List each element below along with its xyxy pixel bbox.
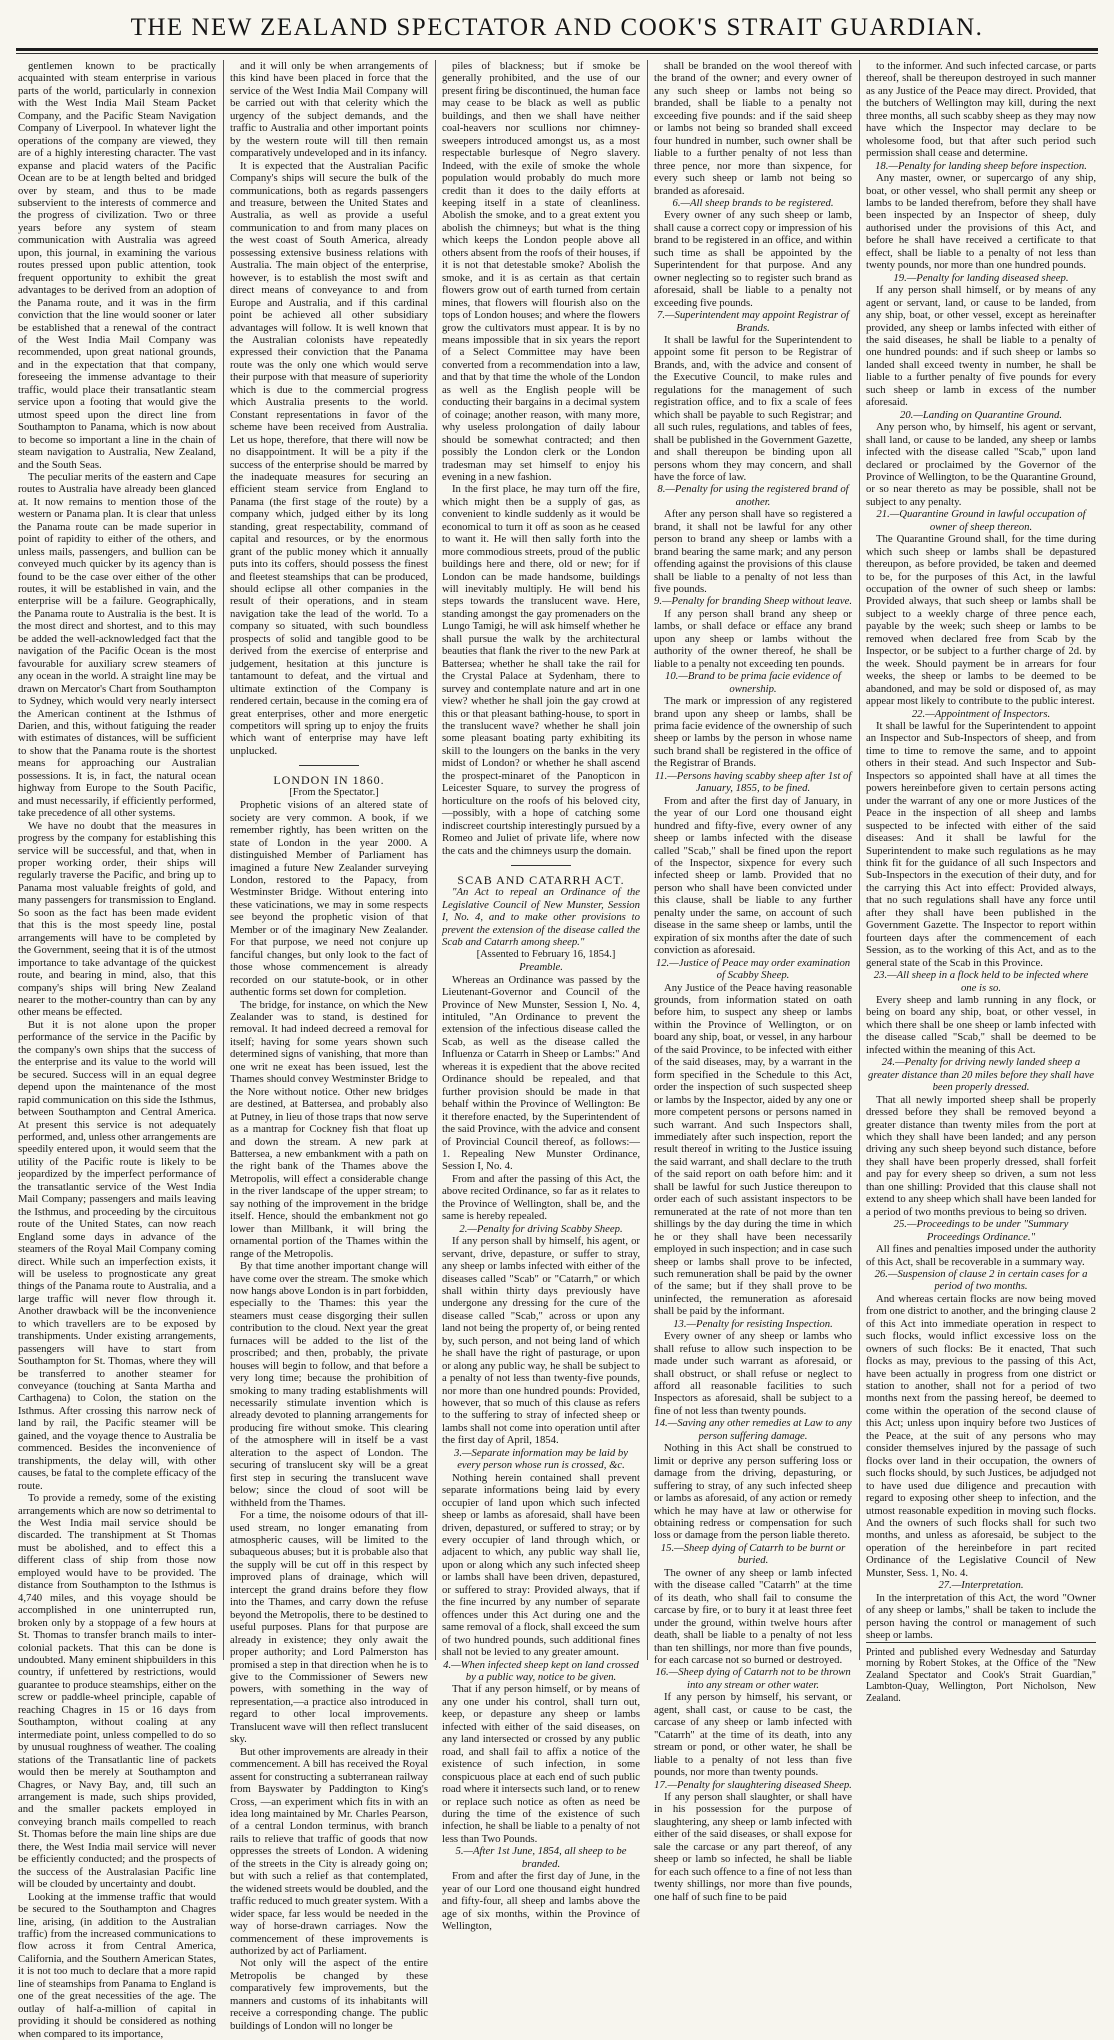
clause-heading: 13.—Penalty for resisting Inspection. <box>673 1317 833 1330</box>
section-divider <box>299 765 359 766</box>
section-heading-act: SCAB AND CATARRH ACT. <box>457 873 625 887</box>
clause-heading: 5.—After 1st June, 1854, all sheep to be branded. <box>455 1845 627 1870</box>
clause-text: shall be branded on the wool thereof with the brand of the owner; and every owner of any such sheep or lambs not being so branded, shall be liable to a penalty not exceeding five pounds: and if the said sheep or lambs not being so branded shall exceed four hundred in number, such owner shall be liable to a further penalty of not less than three pence, nor more than sixpence, for every such sheep or lamb not being so branded as aforesaid. <box>654 60 852 197</box>
column-1 <box>18 60 216 2040</box>
clause-text: It shall be lawful for the Superintendent to appoint an Inspector and Sub-Inspectors of sheep, and from time to time to remove the same, and to appoint others in their stead. And such Inspector and Sub-Inspectors so appointed shall have at all times the powers hereinbefore given to certain persons acting under the warrant of any one or more Justices of the Peace in the inspection of all sheep and lambs suspected to be infected with either of the said diseases: And it shall be lawful for the Superintendent to make such regulations as he may think fit for the guidance of all such Inspectors and Sub-Inspectors in the execution of their duty, and for the carrying this Act into effect: Provided always, that no such regulations shall have any force until after they shall have been published in the Government Gazette. The Inspector to report within fourteen days after the commencement of each Session, as to the working of this Act, and as to the general state of the Scab in this Province. <box>866 720 1096 969</box>
article-paragraph: It is expected that the Australian Pacific Company's ships will secure the bulk of the communications, both as regards passengers and treasure, between the United States and Australia, as well as provide a useful communication to and from many places on the west coast of South America, already possessing extensive business relations with Australia. The main object of the enterprise, however, is to establish the most swift and direct means of conveyance to and from Europe and Australia, and if this cardinal point be achieved all other subsidiary advantages will follow. It is well known that the Australian colonists have repeatedly expressed their conviction that the Panama route was the only one which would serve their purpose with that measure of superiority which is due to the commercial progress which Australia presents to the world. Constant representations in favor of the scheme have been received from Australia. Let us hope, therefore, that there will now be no disappointment. It will be a pity if the success of the enterprise should be marred by the inadequate measures for securing an efficient steam service from England to Panama (the first stage of the route) by a company which, judged either by its long standing, great respectability, command of capital and resources, or by the enormous grant of the public money which it annually puts into its coffers, should possess the finest and fleetest steamships that can be produced, should eclipse all other companies in the result of their operations, and in steam navigation take the lead of the world. To a company so situated, with such boundless prospects of solid and tangible good to be derived from the exercise of enterprise and judgement, hesitation at this juncture is tantamount to defeat, and the virtual and ultimate extinction of the Company is rendered certain, because in the coming era of great enterprises, other and more energetic competitors will spring up to enjoy the fruits which want of enterprise may have left unplucked. <box>230 159 428 757</box>
clause-text: Every owner of any sheep or lambs who shall refuse to allow such inspection to be made under such warrant as aforesaid, or shall obstruct, or shall refuse or neglect to afford all reasonable facilities to such Inspectors as aforesaid, shall be subject to a fine of not less than twenty pounds. <box>654 1330 852 1417</box>
clause-text: From and after the first day of January, in the year of our Lord one thousand eight hundred and fifty-five, every owner of any sheep or lambs infected with the disease called "Scab," shall be fined upon the report of the Inspector, sixpence for every such infected sheep or lamb. Provided that no person who shall have been convicted under this clause, shall be liable to any further penalty under the same, on account of such disease in the same sheep or lambs, until the expiration of six months after the date of such conviction as aforesaid. <box>654 794 852 957</box>
clause-heading: 10.—Brand to be prima facie evidence of ownership. <box>664 670 841 695</box>
clause-heading: 27.—Interpretation. <box>938 1579 1024 1592</box>
clause-heading: 11.—Persons having scabby sheep after 1st of January, 1855, to be fined. <box>654 769 852 795</box>
clause-text: If any person shall brand any sheep or lambs, or shall deface or efface any brand upon any sheep or lambs without the authority of the owner thereof, he shall be liable to a penalty not exceeding ten pounds. <box>654 607 852 670</box>
column-divider <box>647 60 648 1660</box>
article-paragraph: The bridge, for instance, on which the New Zealander was to stand, is destined for removal. It had indeed decreed a removal for itself; having for some years shown such determined signs of vanishing, that more than one writ ne exeat has been issued, lest the Thames should convey Westminster Bridge to the Nore without notice. Other new bridges are destined, at Battersea, and probably also at Putney, in lieu of those traps that now serve as a mantrap for Cockney fish that float up and down the stream. A new park at Battersea, a new embankment with a path on the right bank of the Thames above the Metropolis, will effect a considerable change in the river landscape of the upper stream; to say nothing of the improvement in the bridge itself. Hence, should the embankment not go lower than Millbank, it will bring the ornamental portion of the Thames within the range of the Metropolis. <box>230 998 428 1260</box>
clause-heading: 3.—Separate information may be laid by every person whose run is crossed, &c. <box>454 1446 628 1472</box>
clause-text: Every owner of any such sheep or lamb, shall cause a correct copy or impression of his brand to be registered in an office, and within such time as shall be appointed by the Superintendent for that purpose. And any owner neglecting so to register such brand as aforesaid, shall be liable to a penalty not exceeding five pounds. <box>654 209 852 309</box>
act-preamble: Whereas an Ordinance was passed by the Lieutenant-Governor and Council of the Province of New Munster, Session I, No. 4, intituled, "An Ordinance to prevent the extension of the infectious disease called the Scab, as well as the disease called the Influenza or Catarrh in Sheep or Lambs:" And whereas it is expedient that the above recited Ordinance should be repealed, and that further provision should be made in that behalf within the Province of Wellington: Be it therefore enacted, by the Superintendent of the said Province, with the advice and consent of Provincial Council thereof, as follows:— 1. Repealing New Munster Ordinance, Session I, No. 4. <box>442 973 640 1173</box>
clause-text: Every sheep and lamb running in any flock, or being on board any ship, boat, or other vessel, in which there shall be one sheep or lamb infected with the disease called "Scab," shall be deemed to be infected within the meaning of this Act. <box>866 993 1096 1056</box>
act-title: "An Act to repeal an Ordinance of the Legislative Council of New Munster, Session I, No. 4, and to make other provisions to prevent the extension of the disease called the Scab and Catarrh among sheep." <box>442 886 640 949</box>
article-paragraph: To provide a remedy, some of the existing arrangements which are now so detrimental to the West India mail service should be discarded. The transhipment at St Thomas must be abolished, and to effect this a different class of ship from those now employed would have to be provided. The distance from Southampton to the Isthmus is 4,740 miles, and this voyage should be accomplished in one uninterrupted run, broken only by a stoppage of a few hours at St. Thomas to transfer branch mails to inter-colonial packets. That this can be done is undoubted. Many eminent shipbuilders in this country, if unfettered by restrictions, would guarantee to produce steamships, either on the screw or paddle-wheel principle, capable of reaching Chagres in 15 or 16 days from Southampton, without coaling at any intermediate point, unless compelled to do so by unusual roughness of weather. The coaling stations of the Transatlantic line of packets would then be merely at Southampton and Chagres, or Navy Bay, and, till such an arrangement is made, such ships provided, and the smaller packets employed in conveying branch mails compelled to reach St. Thomas before the main line ships are due there, the West India mail service will never be efficiently conducted; and the prospects of the success of the Australasian Pacific line will be clouded by uncertainty and doubt. <box>18 1492 216 1891</box>
column-4 <box>654 60 852 1903</box>
clause-heading: 18.—Penalty for landing sheep before inspection. <box>875 159 1087 172</box>
clause-heading: 20.—Landing on Quarantine Ground. <box>899 408 1062 421</box>
column-5 <box>866 60 1096 1704</box>
clause-text: The owner of any sheep or lamb infected with the disease called "Catarrh" at the time of its death, who shall fail to consume the carcase by fire, or to bury it at least three feet under the ground, within twelve hours after death, shall be liable to a penalty of not less than ten shillings, nor more than five pounds, for each carcase not so burned or destroyed. <box>654 1566 852 1666</box>
article-paragraph: We have no doubt that the measures in progress by the company for establishing this service will be successful, and that, when in proper working order, their ships will regularly traverse the Pacific, and bring up to Panama most valuable freights of gold, and many passengers for transmission to England. So soon as the fact has been made evident that this is the most speedy line, postal arrangements will have to be completed by the Government, seeing that it is of the utmost importance to take advantage of the quickest route, and bearing in mind, also, that this company's ships will bring New Zealand nearer to the mother-country than can by any other means be effected. <box>18 819 216 1019</box>
act-assent: [Assented to February 16, 1854.] <box>476 948 616 960</box>
column-divider <box>435 60 436 1660</box>
clause-heading: 21.—Quarantine Ground in lawful occupation of owner of sheep thereon. <box>876 508 1086 533</box>
clause-heading: 9.—Penalty for branding Sheep without leave. <box>654 595 852 608</box>
article-paragraph: In the first place, he may turn off the fire, which might then be a supply of gas, as convenient to kindle suddenly as it would be economical to turn it off as soon as he ceased to want it. He will then sally forth into the more commodious streets, proud of the public buildings here and there, old or new; for if London can be made handsome, buildings will inevitably multiply. He will bend his steps towards the translucent wave. Here, standing amongst the gay promenaders on the Lungo Tamigi, he will ask himself whether he shall pursue the walk by the architectural beauties that flank the river to the new Park at Battersea; whether he shall take the rail for the Crystal Palace at Sydenham, there to survey and contemplate nature and art in one view? whether he shall join the gay crowd at this or that pleasant bathing-house, to sport in the translucent wave? whether he shall join some pleasant boating party exhibiting its skill to the loungers on the banks in the very midst of London? or whether he shall ascend the prospect-minaret of the Panopticon in Leicester Square, to survey the progress of horticulture on the roofs of his beloved city,—possibly, with a hope of catching some indiscreet courtship interestingly pursued by a Romeo and Juliet of private life, where now the cats and the chimneys usurp the domain. <box>442 483 640 857</box>
article-paragraph: But it is not alone upon the proper performance of the service in the Pacific by the company's own ships that the success of the enterprise and its value to the world will be secured. Success will in an equal degree depend upon the maintenance of the most rapid communication on this side the Isthmus, between Southampton and Central America. At present this service is not adequately performed, and, unless other arrangements are speedily entered upon, it would seem that the utility of the Pacific route is likely to be jeopardized by the imperfect performance of the transatlantic service of the West India Mail Company; passengers and mails leaving the Isthmus, and proceeding by the circuitous route of the United States, can now reach England some days in advance of the steamers of the Royal Mail Company coming direct. While such an imperfection exists, it will be useless to prognosticate any great things of the Panama route to Australia, and a large traffic will never flow through it. Another drawback will be the inconvenience to which travellers are to be exposed by transhipments. Under existing arrangements, passengers will have to start from Southampton for St. Thomas, where they will be transferred to another steamer for conveyance (touching at Santa Martha and Carthagena) to Colon, the station on the Isthmus. After crossing this narrow neck of land by rail, the Pacific steamer will be gained, and the voyage thence to Australia be commenced. Besides the inconvenience of transhipments, the delay will, with other causes, be fatal to the complete efficacy of the route. <box>18 1018 216 1492</box>
article-paragraph: Not only will the aspect of the entire Metropolis be changed by these comparatively few improvements, but the manners and customs of its inhabitants will receive a corresponding change. The public buildings of London will no longer be <box>230 1957 428 2032</box>
clause-text: to the informer. And such infected carcase, or parts thereof, shall be thereupon destroyed in such manner as any Justice of the Peace may direct. Provided, that the butchers of Wellington may kill, during the next three months, all such scabby sheep as they may now have which the Inspector may declare to be wholesome food, but that after such period such permission shall cease and determine. <box>866 60 1096 160</box>
clause-text: That all newly imported sheep shall be properly dressed before they shall be removed beyond a greater distance than twenty miles from the port at which they shall have been landed; and any person driving any such sheep beyond such distance, before they shall have been properly dressed, shall forfeit and pay for every sheep so driven, a sum not less than one shilling: Provided that this clause shall not extend to any sheep which shall have been landed for a period of two months previous to being so driven. <box>866 1093 1096 1218</box>
clause-heading: 8.—Penalty for using the registered brand of another. <box>657 483 849 508</box>
clause-heading: 17.—Penalty for slaughtering diseased Sheep. <box>654 1778 852 1791</box>
clause-heading: 16.—Sheep dying of Catarrh not to be thrown into any stream or other water. <box>655 1666 851 1691</box>
clause-text: It shall be lawful for the Superintendent to appoint some fit person to be Registrar of Brands, and, with the advice and consent of the Executive Council, to make rules and regulations for the management of such registration office, and to fix a scale of fees which shall be payable to such Registrar; and all such rules, regulations, and tables of fees, shall be published in the Government Gazette, and shall thereupon be binding upon all persons whom they may concern, and shall have the force of law. <box>654 333 852 483</box>
clause-heading: 6.—All sheep brands to be registered. <box>672 196 834 209</box>
clause-text: Nothing herein contained shall prevent separate informations being laid by every occupier of land upon which such infected sheep or lambs as aforesaid, shall have been driven, depastured, or suffered to stray; or by every occupier of land through which, or adjacent to which, any public way shall lie, upon or along which any such infected sheep or lambs shall have been driven, depastured, or suffered to stray: Provided always, that if the fine incurred by any number of separate offences under this Act during one and the same removal of a flock, shall exceed the sum of two hundred pounds, such additional fines shall not be levied to any greater amount. <box>442 1471 640 1659</box>
clause-text: From and after the first day of June, in the year of our Lord one thousand eight hundred and fifty-four, all sheep and lambs above the age of six months, within the Province of Wellington, <box>442 1870 640 1933</box>
clause-text: From and after the passing of this Act, the above recited Ordinance, so far as it relates to the Province of Wellington, shall be, and the same is hereby repealed. <box>442 1172 640 1223</box>
clause-text: In the interpretation of this Act, the word "Owner of any sheep or lambs," shall be taken to include the person having the control or management of such sheep or lambs. <box>866 1591 1096 1642</box>
masthead-title: THE NEW ZEALAND SPECTATOR AND COOK'S STRAIT GUARDIAN. <box>130 14 984 41</box>
clause-heading: 2.—Penalty for driving Scabby Sheep. <box>459 1222 623 1235</box>
clause-text: After any person shall have so registered a brand, it shall not be lawful for any other person to brand any sheep or lambs with a brand bearing the same mark; and any person offending against the provisions of this clause shall be liable to a penalty of not less than five pounds. <box>654 508 852 596</box>
section-source: [From the Spectator.] <box>289 786 379 798</box>
clause-text: If any person shall himself, or by means of any agent or servant, land, or cause to be landed, from any ship, boat, or other vessel, except as hereinafter provided, any sheep or lambs infected with either of the said diseases, he shall be liable to a penalty of one hundred pounds: and if such sheep or lambs so landed shall exceed twenty in number, he shall be liable to a further penalty of five pounds for every such sheep or lamb in excess of the number aforesaid. <box>866 284 1096 409</box>
article-paragraph: For a time, the noisome odours of that ill-used stream, no longer emanating from atmospheric causes, will be limited to the subaqueous abuses; but it is probable also that the supply will be cut off in this respect by improved plans of drainage, which will intercept the grand drains before they flow into the Thames, and carry down the refuse beyond the Metropolis, there to be destined to useful purposes. Plans for that purpose are already in existence; they only await the proper authority; and Lord Palmerston has promised a step in that direction when he is to give to the Commissioner of Sewers new powers, with something in the way of representation,—a practice also introduced in regard to other local improvements. Translucent wave will then reflect translucent sky. <box>230 1509 428 1746</box>
clause-text: Any Justice of the Peace having reasonable grounds, from information stated on oath before him, to suspect any sheep or lambs within the Province of Wellington, or on board any ship, boat, or vessel, in any harbour of the said Province, to be infected with either of the said diseases, may, by a warrant in the form specified in the Schedule to this Act, order the inspection of such suspected sheep or lambs by the Inspector, aided by any one or more competent persons or persons named in such warrant. And such Inspectors shall, immediately after such inspection, report the result thereof in writing to the Justice issuing the said warrant, and shall declare to the truth of the said report on oath before him: and it shall be lawful for such Justice thereupon to order each of such assistant inspectors to be remunerated at the rate of not more than ten shillings by the day during the time in which he or they shall have been necessarily employed in such inspection; and in case such sheep or lambs shall prove to be infected, such remuneration shall be paid by the owner of the same; but if they shall prove to be uninfected, the remuneration as aforesaid shall be paid by the informant. <box>654 981 852 1318</box>
clause-heading: 4.—When infected sheep kept on land crossed by a public way, notice to be given. <box>443 1658 639 1683</box>
clause-heading: 12.—Justice of Peace may order examination of Scabby Sheep. <box>655 956 851 982</box>
article-paragraph: But other improvements are already in their commencement. A bill has received the Royal assent for constructing a subterranean railway from Bayswater by Paddington to King's Cross, —an experiment which fits in with an idea long maintained by Mr. Charles Pearson, of a central London terminus, with branch rails to relieve that traffic of goods that now oppresses the streets of London. A widening of the streets in the City is already going on; but with such a relief as that contemplated, the widened streets would be doubled, and the traffic reduced to much greater system. With a wider space, far less would be needed in the way of horse-drawn carriages. Now the commencement of these improvements is authorized by act of Parliament. <box>230 1745 429 1957</box>
clause-heading: 24.—Penalty for driving newly landed sheep a greater distance than 20 miles before they shall have been properly dressed. <box>868 1056 1094 1094</box>
clause-text: And whereas certain flocks are now being moved from one district to another, and the bringing clause 2 of this Act into immediate operation in respect to such flocks, would inflict excessive loss on the owners of such flocks: Be it enacted, That such flocks as may, previous to the passing of this Act, have been actually in progress from one district or station to another, shall not for a period of two months next from the passing hereof, be deemed to come within the operation of the second clause of this Act; unless upon inquiry before two Justices of the Peace, at the suit of any persons who may consider themselves injured by the passage of such flocks over land in their occupation, the owners of such flocks should, by such Justices, be adjudged not to have used due diligence and precaution with regard to exposing other sheep to infection, and the utmost reasonable expedition in moving such flocks. And the owners of such flocks shall for such two months, and unless as aforesaid, be subject to the operation of the hereinbefore in part recited Ordinance of the Legislative Council of New Munster, Sess. 1, No. 4. <box>866 1292 1096 1579</box>
article-paragraph: By that time another important change will have come over the stream. The smoke which now hangs above London is in part forbidden, especially to the Thames: this year the steamers must cease disgorging their sullen contribution to the cloud. Next year the great furnaces will be added to the list of the proscribed; and then, probably, the private houses will begin to follow, and that before a very long time; because the prohibition of smoking to many trading establishments will necessarily stimulate invention which is already devoted to planning arrangements for producing fire without smoke. This clearing of the atmosphere will in itself be a vast alteration to the aspect of London. The securing of translucent sky will be a great first step in securing the translucent wave below; since the cloud of soot will be withheld from the Thames. <box>230 1260 428 1509</box>
article-paragraph: and it will only be when arrangements of this kind have been placed in force that the service of the West India Mail Company will be carried out with that celerity which the urgency of the subject demands, and the traffic to Australia and other important points by the western route will till then remain comparatively undeveloped and in its infancy. <box>230 60 428 160</box>
section-divider <box>511 865 571 866</box>
clause-text: Any person who, by himself, his agent or servant, shall land, or cause to be landed, any sheep or lambs infected with the disease called "Scab," upon land declared or proclaimed by the Governor of the Province of Wellington, to be the Quarantine Ground, or so near thereto as may be possible, shall not be subject to any penalty. <box>866 421 1096 508</box>
article-paragraph: Prophetic visions of an altered state of society are very common. A book, if we remember rightly, has been written on the state of London in the year 2000. A distinguished Member of Parliament has imagined a future New Zealander surveying London, restored to the Papacy, from Westminster Bridge. Without entering into these vaticinations, we may in some respects see beyond the prophetic vision of that Member or of the imaginary New Zealander. For that purpose, we need not conjure up fanciful changes, but only look to the fact of those whose commencement is already recorded on our statute-book, or in other authentic forms set down for completion. <box>230 799 428 999</box>
article-paragraph: piles of blackness; but if smoke be generally prohibited, and the use of our present firing be discontinued, the human face may cease to be black as well as public buildings, and then we shall have neither coal-heavers nor scullions nor chimney-sweepers introduced amongst us, as a most respectable burlesque of Negro slavery. Indeed, with the exile of smoke the whole population would probably do much more credit than it does to the daily efforts at keeping itself in a state of cleanliness. Abolish the smoke, and to a great extent you abolish the chimneys; but what is the thing which keeps the London people above all others absent from the roofs of their houses, if it is not that detestable smoke? Abolish the smoke, and it is as certain as that certain flowers grow out of earth turned from certain mines, that flowers will flourish also on the tops of London houses; and where the flowers grow the cultivators must appear. It is by no means impossible that in six years the report of a Select Committee may have been converted from a recommendation into a law, and that by that time the whole of the London as well as the English people will be conducting their bargains in a decimal system of coinage; another reason, with many more, why useless prolongation of daily labour should be somewhat contracted; and then possibly the London clerk or the London tradesman may set himself to enjoy his evening in a new fashion. <box>442 60 640 483</box>
clause-text: That if any person himself, or by means of any one under his control, shall turn out, keep, or depasture any sheep or lambs infected with either of the said diseases, on any land intersected or crossed by any public road, and shall fail to affix a notice of the existence of such infection, in some conspicuous place at each end of such public road where it intersects such land, or to renew or replace such notice as often as need be during the time of the existence of such infection, he shall be liable to a penalty of not less than Two Pounds. <box>442 1683 640 1845</box>
masthead-rule-thin <box>16 53 1098 54</box>
clause-heading: 7.—Superintendent may appoint Registrar of Brands. <box>656 309 850 334</box>
clause-text: All fines and penalties imposed under the authority of this Act, shall be recoverable in a summary way. <box>866 1243 1096 1268</box>
clause-text: If any person shall by himself, his agent, or servant, drive, depasture, or suffer to stray, any sheep or lambs infected with either of the diseases called "Scab" or "Catarrh," or which shall within thirty days previously have undergone any dressing for the cure of the disease called "Scab," across or upon any land not being the property of, or being rented by, such person, and not being land of which he shall have the right of pasturage, or upon or along any public way, he shall be subject to a penalty of not less than twenty-five pounds, nor more than one hundred pounds: Provided, however, that so much of this clause as refers to the suffering to stray of infected sheep or lambs shall not come into operation until after the first day of April, 1854. <box>442 1235 640 1447</box>
clause-heading: 22.—Appointment of Inspectors. <box>911 707 1051 720</box>
clause-text: If any person by himself, his servant, or agent, shall cast, or cause to be cast, the carcase of any sheep or lamb infected with "Catarrh" at the time of its death, into any stream or pond, or other water, he shall be liable to a penalty of not less than five pounds, nor more than twenty pounds. <box>654 1691 852 1779</box>
column-2 <box>230 60 429 2032</box>
clause-heading: 14.—Saving any other remedies at Law to any person suffering damage. <box>654 1417 852 1442</box>
imprint: Printed and published every Wednesday and Saturday morning by Robert Stokes, at the Office of the "New Zealand Spectator and Cook's Strait Guardian," Lambton-Quay, Wellington, Port Nicholson, New Zealand. <box>866 1642 1096 1705</box>
article-paragraph: The peculiar merits of the eastern and Cape routes to Australia have already been glanced at. It now remains to mention those of the western or Panama plan. It is clear that unless the Panama route can be made superior in point of rapidity to either of the others, and unless mails, passengers, and bullion can be conveyed much quicker by its agency than is found to be the case over either of the other routes, it will be established in vain, and the enterprise will be a failure. Geographically, the Panama route to Australia is the best. It is the most direct and shortest, and to this may be added the well-acknowledged fact that the navigation of the Pacific Ocean is the most favourable for auxiliary screw steamers of any ocean in the world. A straight line may be drawn on Mercator's Chart from Southampton to Sydney, which would very nearly intersect the American continent at the Isthmus of Darien, and this, without fatiguing the reader with estimates of distances, will be sufficient to show that the Panama route is the shortest means for approaching our Australian possessions. It is, in fact, the natural ocean highway from Europe to the South Pacific, and must necessarily, if efficiently performed, take precedence of all other systems. <box>18 470 216 820</box>
column-divider <box>859 60 860 1660</box>
clause-text: The Quarantine Ground shall, for the time during which such sheep or lambs shall be depastured thereupon, as before provided, be taken and deemed to be, for the purposes of this Act, in the lawful occupation of the owner of such sheep or lambs: Provided always, that such sheep or lambs shall be subject to a weekly charge of three pence each, payable by the week; such sheep or lambs to be removed when declared free from Scab by the Inspector, or be subject to a further charge of 2d. by the week. Should payment be in arrears for four weeks, the sheep or lambs to be deemed to be abandoned, and may be sold or disposed of, as may appear most likely to contribute to the public interest. <box>866 533 1096 708</box>
masthead-rule-thick <box>16 48 1098 51</box>
clause-text: The mark or impression of any registered brand upon any sheep or lambs, shall be prima facie evidence of the ownership of such sheep or lambs by the person in whose name such brand shall be registered in the office of the Registrar of Brands. <box>654 695 852 770</box>
clause-heading: 26.—Suspension of clause 2 in certain cases for a period of two months. <box>874 1267 1088 1293</box>
column-3 <box>442 60 640 1933</box>
clause-text: Nothing in this Act shall be construed to limit or deprive any person suffering loss or damage from the driving, depasturing, or suffering to stray, of any such infected sheep or lambs as aforesaid, of any action or remedy which he may have at law or otherwise for obtaining redress or compensation for such loss or damage from the person liable thereto. <box>654 1442 852 1542</box>
clause-text: If any person shall slaughter, or shall have in his possession for the purpose of slaughtering, any sheep or lamb infected with either of the said diseases, or shall expose for sale the carcase or any part thereof, of any sheep or lamb so infected, he shall be liable for each such offence to a fine of not less than twenty shillings, nor more than five pounds, one half of such fine to be paid <box>654 1790 852 1903</box>
preamble-heading: Preamble. <box>519 961 563 974</box>
clause-heading: 19.—Penalty for landing diseased sheep. <box>893 271 1069 284</box>
clause-text: Any master, owner, or supercargo of any ship, boat, or other vessel, who shall permit any sheep or lambs to be landed therefrom, before they shall have been inspected by an Inspector of sheep, duly authorised under the provisions of this Act, and before he shall have received a certificate to that effect, shall be liable to a penalty of not less than twenty pounds, nor more than one hundred pounds. <box>866 172 1096 272</box>
clause-heading: 23.—All sheep in a flock held to be infected where one is so. <box>873 969 1089 994</box>
article-paragraph: Looking at the immense traffic that would be secured to the Southampton and Chagres line, arising, (in addition to the Australian traffic) from the increased communications to flow across it from Central America, California, and the Southern American States, it is not too much to declare that a more rapid line of steamships from Panama to England is one of the great necessities of the age. The outlay of half-a-million of capital in providing it should be considered as nothing when compared to its importance, <box>18 1890 216 2040</box>
section-heading-london: LONDON IN 1860. <box>273 773 385 788</box>
column-divider <box>223 60 224 1660</box>
article-paragraph: gentlemen known to be practically acquainted with steam enterprise in various parts of the world, particularly in connexion with the West India Mail Steam Packet Company, and the Pacific Steam Navigation Company of Liverpool. In whatever light the operations of the company are viewed, they are of a highly interesting character. The vast expanse and placid waters of the Pacific Ocean are to be at length belted and bridged over by steam, and thus to be made subservient to the interests of commerce and the progress of civilization. Two or three years before any system of steam communication with Australia was agreed upon, this journal, in examining the various routes pressed upon public attention, took frequent opportunity to exhibit the great advantages to be derived from an adoption of the Panama route, and it was in the firm conviction that the line would sooner or later be established that a renewal of the contract of the West India Mail Company was recommended, upon great national grounds, and in the expectation that that company, foreseeing the immense advantage to their traffic, would place their transatlantic steam service upon a footing that would give the utmost speed upon the direct line from Southampton to Panama, which is now about to become so important a line in the chain of steam navigation to Australia, New Zealand, and the South Seas. <box>18 60 216 471</box>
clause-heading: 25.—Proceedings to be under "Summary Proceedings Ordinance." <box>893 1218 1069 1243</box>
clause-heading: 15.—Sheep dying of Catarrh to be burnt or buried. <box>660 1541 846 1567</box>
